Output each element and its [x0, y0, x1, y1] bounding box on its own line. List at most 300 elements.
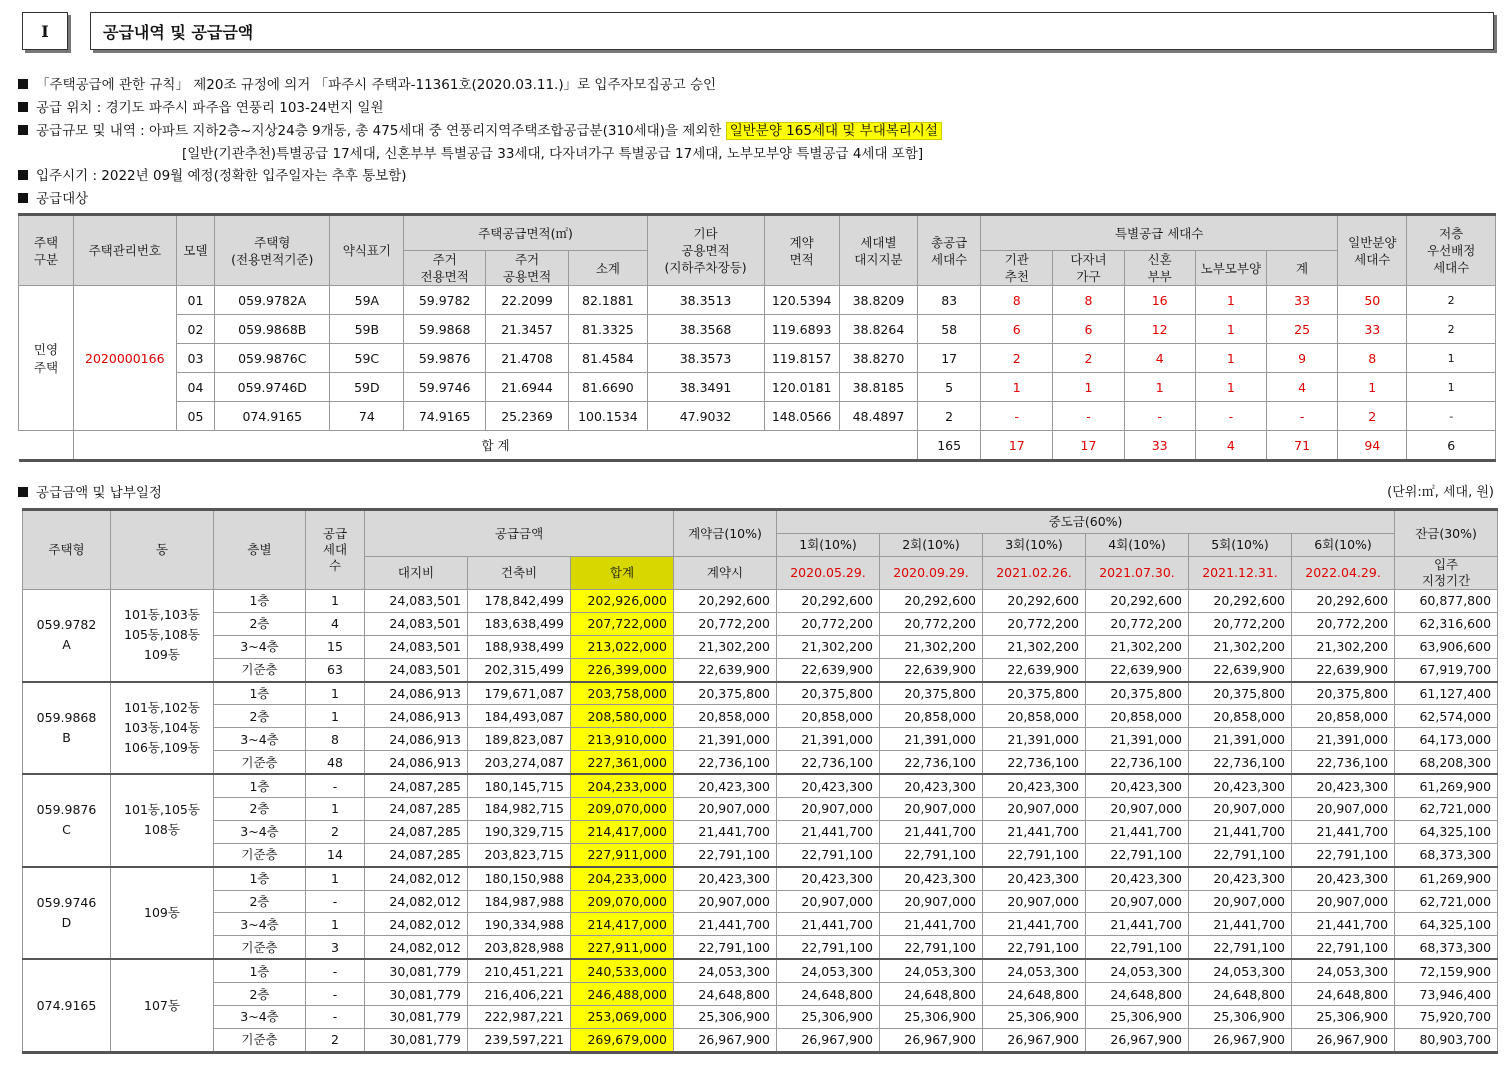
supply-cell: 16 [1124, 286, 1195, 315]
unit-label: (단위:㎡, 세대, 원) [1387, 485, 1494, 500]
price-cell: 24,087,285 [365, 820, 468, 843]
price-cell: 20,423,300 [1086, 774, 1189, 797]
supply-cell: 38.8209 [839, 286, 917, 315]
floor-cell: 2층 [214, 705, 306, 728]
supply-cell: 059.9782A [215, 286, 330, 315]
section-number: I [22, 12, 68, 50]
price-cell: 22,639,900 [777, 658, 880, 681]
price-cell: 20,375,800 [674, 682, 777, 705]
price-cell: 63,906,600 [1395, 635, 1498, 658]
price-cell: 22,791,100 [1292, 936, 1395, 959]
count-cell: 15 [306, 635, 365, 658]
total-price-cell: 253,069,000 [571, 1006, 674, 1029]
count-cell: 1 [306, 682, 365, 705]
price-cell: 62,721,000 [1395, 798, 1498, 821]
col-mid: 중도금(60%) [777, 510, 1395, 534]
col-s4: 노부모부양 [1195, 251, 1266, 286]
total-price-cell: 227,911,000 [571, 936, 674, 959]
supply-row [19, 286, 1496, 315]
price-cell: 21,302,200 [1086, 635, 1189, 658]
price-cell: 25,306,900 [1292, 1006, 1395, 1029]
price-cell: 216,406,221 [468, 983, 571, 1006]
price-cell: 21,441,700 [777, 913, 880, 936]
sum-cell: 94 [1338, 431, 1407, 461]
price-cell: 24,087,285 [365, 774, 468, 797]
price-cell: 20,858,000 [880, 705, 983, 728]
price-cell: 22,791,100 [880, 843, 983, 866]
col-contract: 계약 면적 [764, 215, 839, 286]
mid-name-1: 1회(10%) [777, 534, 880, 557]
price-row [23, 820, 1498, 843]
floor-cell: 1층 [214, 774, 306, 797]
price-cell: 21,441,700 [880, 820, 983, 843]
price-cell: 20,907,000 [1292, 890, 1395, 913]
supply-cell: 120.0181 [764, 373, 839, 402]
col-special: 특별공급 세대수 [981, 215, 1338, 251]
mid-date-6: 2022.04.29. [1292, 557, 1395, 590]
price-cell: 24,648,800 [674, 983, 777, 1006]
floor-cell: 3~4층 [214, 913, 306, 936]
supply-cell: 1 [1338, 373, 1407, 402]
price-row [23, 1028, 1498, 1052]
supply-row [19, 315, 1496, 344]
supply-cell: 8 [1053, 286, 1124, 315]
price-cell: 22,791,100 [983, 843, 1086, 866]
price-cell: 20,907,000 [1086, 798, 1189, 821]
price-cell: 20,375,800 [880, 682, 983, 705]
count-cell: 63 [306, 658, 365, 681]
price-cell: 61,269,900 [1395, 774, 1498, 797]
price-cell: 20,292,600 [880, 590, 983, 613]
supply-cell: 2 [1338, 402, 1407, 431]
col-s1: 기관 추천 [981, 251, 1053, 286]
supply-cell: 25 [1266, 315, 1337, 344]
price-type: 074.9165 [23, 959, 111, 1052]
price-cell: 26,967,900 [674, 1028, 777, 1052]
supply-cell: 1 [1407, 344, 1496, 373]
total-price-cell: 240,533,000 [571, 959, 674, 982]
bullet-target: 공급대상 [18, 187, 88, 207]
price-cell: 20,423,300 [777, 774, 880, 797]
supply-cell: 9 [1266, 344, 1337, 373]
col-abbr: 약식표기 [330, 215, 404, 286]
supply-cell: 8 [981, 286, 1053, 315]
col-general: 일반분양 세대수 [1338, 215, 1407, 286]
price-row [23, 635, 1498, 658]
price-cell: 68,373,300 [1395, 843, 1498, 866]
price-cell: 24,087,285 [365, 843, 468, 866]
price-cell: 20,858,000 [1292, 705, 1395, 728]
supply-cell: 59A [330, 286, 404, 315]
supply-row [19, 373, 1496, 402]
price-cell: 20,292,600 [1292, 590, 1395, 613]
col-etc: 기타 공용면적 (지하주차장등) [647, 215, 764, 286]
price-cell: 22,791,100 [777, 936, 880, 959]
price-type: 059.9746 D [23, 867, 111, 960]
price-cell: 20,772,200 [1292, 612, 1395, 635]
price-cell: 20,907,000 [1086, 890, 1189, 913]
supply-cell: 59.9876 [404, 344, 485, 373]
supply-cell: 59D [330, 373, 404, 402]
price-row [23, 1006, 1498, 1029]
price-cell: 20,375,800 [777, 682, 880, 705]
price-cell: 24,053,300 [983, 959, 1086, 982]
bullet-square-icon [18, 102, 28, 112]
supply-cell: 38.3513 [647, 286, 764, 315]
price-cell: 61,127,400 [1395, 682, 1498, 705]
supply-cell: 21.4708 [485, 344, 568, 373]
count-cell: 4 [306, 612, 365, 635]
price-row [23, 843, 1498, 866]
price-cell: 21,441,700 [983, 820, 1086, 843]
supply-cell: 119.6893 [764, 315, 839, 344]
price-cell: 24,086,913 [365, 751, 468, 774]
price-cell: 21,441,700 [1292, 820, 1395, 843]
price-dong: 101동,103동 105동,108동 109동 [111, 590, 214, 682]
price-cell: 24,053,300 [1189, 959, 1292, 982]
price-cell: 24,648,800 [1189, 983, 1292, 1006]
supply-cell: 2 [1407, 286, 1496, 315]
floor-cell: 기준층 [214, 1028, 306, 1052]
price-cell: 20,907,000 [1189, 890, 1292, 913]
supply-cell: 21.6944 [485, 373, 568, 402]
supply-cell: 38.8270 [839, 344, 917, 373]
supply-cell: 074.9165 [215, 402, 330, 431]
price-cell: 179,671,087 [468, 682, 571, 705]
supply-cell: 2 [918, 402, 981, 431]
supply-cell: - [1195, 402, 1266, 431]
price-cell: 24,082,012 [365, 936, 468, 959]
price-cell: 184,493,087 [468, 705, 571, 728]
supply-cell: 2 [1053, 344, 1124, 373]
supply-cell: 12 [1124, 315, 1195, 344]
price-cell: 24,648,800 [880, 983, 983, 1006]
price-row [23, 983, 1498, 1006]
supply-cell: 4 [1266, 373, 1337, 402]
price-cell: 26,967,900 [1189, 1028, 1292, 1052]
price-cell: 20,375,800 [1086, 682, 1189, 705]
supply-cell: 8 [1338, 344, 1407, 373]
price-cell: 64,173,000 [1395, 728, 1498, 751]
price-cell: 20,423,300 [880, 774, 983, 797]
sum-blank [19, 431, 74, 461]
price-cell: 22,736,100 [880, 751, 983, 774]
price-cell: 20,423,300 [1189, 867, 1292, 890]
price-cell: 26,967,900 [880, 1028, 983, 1052]
price-cell: 183,638,499 [468, 612, 571, 635]
price-cell: 75,920,700 [1395, 1006, 1498, 1029]
price-cell: 22,791,100 [880, 936, 983, 959]
price-cell: 22,791,100 [674, 936, 777, 959]
col-price-type: 주택형 [23, 510, 111, 590]
price-cell: 30,081,779 [365, 983, 468, 1006]
price-cell: 20,772,200 [777, 612, 880, 635]
col-deposit-time: 계약시 [674, 557, 777, 590]
price-cell: 203,274,087 [468, 751, 571, 774]
supply-cell: 81.6690 [569, 373, 647, 402]
floor-cell: 3~4층 [214, 728, 306, 751]
total-price-cell: 213,022,000 [571, 635, 674, 658]
price-cell: 25,306,900 [674, 1006, 777, 1029]
supply-cell: 059.9868B [215, 315, 330, 344]
price-cell: 21,441,700 [1086, 820, 1189, 843]
price-cell: 24,053,300 [777, 959, 880, 982]
price-cell: 67,919,700 [1395, 658, 1498, 681]
count-cell: 48 [306, 751, 365, 774]
section2-title: 공급금액 및 납부일정 [18, 481, 162, 501]
mid-date-1: 2020.05.29. [777, 557, 880, 590]
price-cell: 30,081,779 [365, 1006, 468, 1029]
supply-cell: 120.5394 [764, 286, 839, 315]
supply-cell: 1 [1195, 286, 1266, 315]
supply-cell: 38.8264 [839, 315, 917, 344]
total-price-cell: 227,361,000 [571, 751, 674, 774]
floor-cell: 2층 [214, 890, 306, 913]
col-type: 주택형 (전용면적기준) [215, 215, 330, 286]
price-cell: 24,053,300 [880, 959, 983, 982]
section-title: 공급내역 및 공급금액 [90, 12, 1494, 50]
mid-date-3: 2021.02.26. [983, 557, 1086, 590]
floor-cell: 1층 [214, 590, 306, 613]
price-row [23, 936, 1498, 959]
price-cell: 21,302,200 [1189, 635, 1292, 658]
mid-name-6: 6회(10%) [1292, 534, 1395, 557]
count-cell: 1 [306, 867, 365, 890]
price-cell: 20,423,300 [880, 867, 983, 890]
price-cell: 24,053,300 [674, 959, 777, 982]
price-cell: 20,907,000 [1292, 798, 1395, 821]
supply-cell: 33 [1266, 286, 1337, 315]
price-cell: 20,858,000 [983, 705, 1086, 728]
supply-cell: 2 [1407, 315, 1496, 344]
price-cell: 25,306,900 [1189, 1006, 1292, 1029]
supply-cell: 59B [330, 315, 404, 344]
price-cell: 20,292,600 [1086, 590, 1189, 613]
count-cell: 1 [306, 913, 365, 936]
col-floor: 층별 [214, 510, 306, 590]
total-price-cell: 208,580,000 [571, 705, 674, 728]
mid-date-5: 2021.12.31. [1189, 557, 1292, 590]
price-cell: 20,772,200 [880, 612, 983, 635]
price-cell: 21,302,200 [1292, 635, 1395, 658]
price-cell: 22,639,900 [1292, 658, 1395, 681]
col-low: 저층 우선배정 세대수 [1407, 215, 1496, 286]
price-cell: 21,441,700 [880, 913, 983, 936]
price-type: 059.9782 A [23, 590, 111, 682]
price-cell: 21,302,200 [880, 635, 983, 658]
price-cell: 22,639,900 [983, 658, 1086, 681]
price-cell: 21,391,000 [1292, 728, 1395, 751]
floor-cell: 1층 [214, 682, 306, 705]
price-cell: 24,083,501 [365, 612, 468, 635]
col-cnt: 공급 세대 수 [306, 510, 365, 590]
supply-cell: 1 [1195, 344, 1266, 373]
price-cell: 20,907,000 [674, 798, 777, 821]
price-cell: 178,842,499 [468, 590, 571, 613]
supply-cell: 1 [1124, 373, 1195, 402]
price-cell: 22,639,900 [880, 658, 983, 681]
price-cell: 22,736,100 [1189, 751, 1292, 774]
housing-category: 민영 주택 [19, 286, 74, 431]
supply-cell: 119.8157 [764, 344, 839, 373]
price-cell: 20,858,000 [777, 705, 880, 728]
sum-cell: 165 [918, 431, 981, 461]
total-price-cell: 214,417,000 [571, 913, 674, 936]
price-cell: 20,772,200 [674, 612, 777, 635]
count-cell: - [306, 890, 365, 913]
price-cell: 26,967,900 [777, 1028, 880, 1052]
total-price-cell: 214,417,000 [571, 820, 674, 843]
price-cell: 190,334,988 [468, 913, 571, 936]
floor-cell: 1층 [214, 867, 306, 890]
col-price: 공급금액 [365, 510, 674, 557]
mid-name-5: 5회(10%) [1189, 534, 1292, 557]
sum-cell: 17 [981, 431, 1053, 461]
floor-cell: 기준층 [214, 936, 306, 959]
price-cell: 210,451,221 [468, 959, 571, 982]
sum-cell: 17 [1053, 431, 1124, 461]
supply-cell: 59.9782 [404, 286, 485, 315]
supply-cell: 47.9032 [647, 402, 764, 431]
floor-cell: 2층 [214, 798, 306, 821]
price-cell: 72,159,900 [1395, 959, 1498, 982]
supply-cell: 59.9746 [404, 373, 485, 402]
supply-cell: 33 [1338, 315, 1407, 344]
supply-cell: 59C [330, 344, 404, 373]
price-cell: 22,791,100 [674, 843, 777, 866]
price-cell: 22,736,100 [1086, 751, 1189, 774]
price-cell: 20,858,000 [1086, 705, 1189, 728]
supply-cell: 74.9165 [404, 402, 485, 431]
price-cell: 24,083,501 [365, 590, 468, 613]
price-cell: 22,791,100 [1292, 843, 1395, 866]
total-price-cell: 209,070,000 [571, 890, 674, 913]
section-header [22, 12, 1494, 52]
price-cell: 24,082,012 [365, 867, 468, 890]
price-cell: 20,907,000 [1189, 798, 1292, 821]
bullet-square-icon [18, 79, 28, 89]
col-buildprice: 건축비 [468, 557, 571, 590]
supply-cell: 38.3491 [647, 373, 764, 402]
floor-cell: 2층 [214, 612, 306, 635]
supply-table [18, 213, 1496, 462]
total-price-cell: 207,722,000 [571, 612, 674, 635]
price-cell: 22,639,900 [1189, 658, 1292, 681]
supply-cell: 25.2369 [485, 402, 568, 431]
price-cell: 22,639,900 [1086, 658, 1189, 681]
price-cell: 222,987,221 [468, 1006, 571, 1029]
price-cell: 26,967,900 [983, 1028, 1086, 1052]
count-cell: 1 [306, 798, 365, 821]
supply-cell: 38.3573 [647, 344, 764, 373]
management-number: 2020000166 [73, 286, 176, 431]
bullet-approval: 「주택공급에 관한 규칙」 제20조 규정에 의거 「파주시 주택과-11361호(2020.03.11.)」로 입주자모집공고 승인 [18, 73, 716, 93]
floor-cell: 기준층 [214, 658, 306, 681]
price-cell: 20,858,000 [1189, 705, 1292, 728]
mid-name-3: 3회(10%) [983, 534, 1086, 557]
bullet-location: 공급 위치 : 경기도 파주시 파주읍 연풍리 103-24번지 일원 [18, 96, 384, 116]
highlight-general-supply: 일반분양 165세대 및 부대복리시설 [726, 122, 942, 140]
supply-cell: 1 [1407, 373, 1496, 402]
mid-date-2: 2020.09.29. [880, 557, 983, 590]
price-row [23, 798, 1498, 821]
supply-row [19, 402, 1496, 431]
price-cell: 20,423,300 [983, 867, 1086, 890]
price-dong: 101동,102동 103동,104동 106동,109동 [111, 682, 214, 775]
price-cell: 30,081,779 [365, 1028, 468, 1052]
price-cell: 203,823,715 [468, 843, 571, 866]
supply-cell: 1 [981, 373, 1053, 402]
total-price-cell: 246,488,000 [571, 983, 674, 1006]
count-cell: 3 [306, 936, 365, 959]
supply-cell: 81.4584 [569, 344, 647, 373]
floor-cell: 2층 [214, 983, 306, 1006]
price-dong: 101동,105동 108동 [111, 774, 214, 867]
price-cell: 22,791,100 [1086, 936, 1189, 959]
price-cell: 26,967,900 [1292, 1028, 1395, 1052]
price-cell: 21,391,000 [983, 728, 1086, 751]
supply-cell: - [1124, 402, 1195, 431]
price-cell: 21,302,200 [777, 635, 880, 658]
price-type: 059.9868 B [23, 682, 111, 775]
price-cell: 24,648,800 [777, 983, 880, 1006]
total-price-cell: 204,233,000 [571, 867, 674, 890]
price-cell: 22,736,100 [777, 751, 880, 774]
price-row [23, 913, 1498, 936]
price-cell: 24,083,501 [365, 658, 468, 681]
count-cell: - [306, 1006, 365, 1029]
price-cell: 180,145,715 [468, 774, 571, 797]
col-a2: 주거 공용면적 [485, 251, 568, 286]
supply-cell: 04 [176, 373, 215, 402]
total-price-cell: 203,758,000 [571, 682, 674, 705]
price-cell: 24,082,012 [365, 913, 468, 936]
supply-cell: - [1053, 402, 1124, 431]
count-cell: - [306, 774, 365, 797]
price-cell: 20,292,600 [674, 590, 777, 613]
supply-cell: 6 [1053, 315, 1124, 344]
supply-cell: 81.3325 [569, 315, 647, 344]
supply-cell: - [1407, 402, 1496, 431]
price-cell: 24,087,285 [365, 798, 468, 821]
price-cell: 21,441,700 [674, 820, 777, 843]
supply-cell: 38.8185 [839, 373, 917, 402]
col-model: 모델 [176, 215, 215, 286]
price-cell: 20,423,300 [1189, 774, 1292, 797]
price-cell: 24,086,913 [365, 682, 468, 705]
supply-cell: 148.0566 [764, 402, 839, 431]
price-cell: 190,329,715 [468, 820, 571, 843]
price-cell: 80,903,700 [1395, 1028, 1498, 1052]
price-cell: 68,373,300 [1395, 936, 1498, 959]
price-cell: 24,053,300 [1086, 959, 1189, 982]
price-row [23, 890, 1498, 913]
mid-name-4: 4회(10%) [1086, 534, 1189, 557]
price-cell: 20,772,200 [983, 612, 1086, 635]
price-cell: 22,791,100 [1189, 843, 1292, 866]
col-deposit: 계약금(10%) [674, 510, 777, 557]
floor-cell: 3~4층 [214, 820, 306, 843]
price-cell: 203,828,988 [468, 936, 571, 959]
supply-cell: 1 [1195, 373, 1266, 402]
price-cell: 24,648,800 [1292, 983, 1395, 1006]
supply-cell: 17 [918, 344, 981, 373]
col-a1: 주거 전용면적 [404, 251, 485, 286]
floor-cell: 3~4층 [214, 1006, 306, 1029]
mid-name-2: 2회(10%) [880, 534, 983, 557]
price-cell: 25,306,900 [777, 1006, 880, 1029]
col-total: 총공급 세대수 [918, 215, 981, 286]
